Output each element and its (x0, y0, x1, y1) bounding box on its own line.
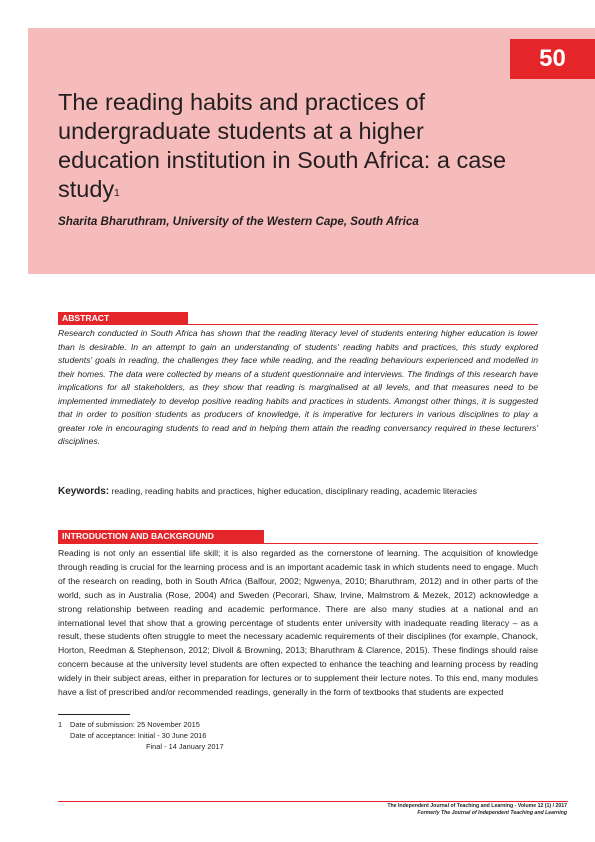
abstract-text: Research conducted in South Africa has shown that the reading literacy level of students entering higher education is lower than is desirable. In an attempt to gain an understanding of students' reading habits and practices, this study explored students' goals in reading, the challenges they face while reading, and the reading behaviours experienced and modelled in their homes. The data were collected by means of a student questionnaire and interviews. The findings of this research have implications for all stakeholders, as they show that reading is marginalised at all levels, and that measures need to be implemented immediately to develop positive reading habits and practices in students. Amongst other things, it is suggested that in order to position students as producers of knowledge, it is imperative for lecturers in various disciplines to play a greater role in encouraging students to read and in helping them attain the reading conversancy required in these lecturers' disciplines. (58, 328, 538, 447)
footer-rule (58, 801, 568, 802)
keywords-label: Keywords: (58, 486, 110, 497)
footnote-rule (58, 714, 130, 715)
intro-text: Reading is not only an essential life skill; it is also regarded as the cornerstone of learning. The acquisition of knowledge through reading is crucial for the learning process and is an important academic task in which students need to engage. Much of the research on reading, both in South Africa (Balfour, 2002; Ngwenya, 2010; Bharuthram, 2012) and in other parts of the world, such as in Australia (Rose, 2004) and Sweden (Pecorari, Shaw, Irvine, Malmstrom & Mezek, 2012) acknowledge a strong relationship between reading and academic performance. There are also many studies at a national and an international level that show that a growing percentage of students enter university with inadequate reading literacy – as a result, these students often struggle to meet the necessary academic requirements of their disciplines (for example, Chanock, Horton, Reedman & Stephenson, 2012; Divoll & Browning, 2013; Bharuthram & Clarence, 2015). These findings should raise concern because at the university level students are often expected to enhance the teaching and learning process by reading widely in their subject areas, either in preparation for lectures or to supplement their lecture notes. To this end, many modules have a list of prescribed and/or recommended readings, generally in the form of textbooks that students are expected (58, 548, 538, 698)
title-text: The reading habits and practices of undergraduate students at a higher education institution in South Africa: a case study (58, 89, 507, 202)
journal-name: The Independent Journal of Teaching and Learning - Volume 12 (1) / 2017 (387, 803, 567, 809)
footnote (58, 719, 224, 752)
journal-former-name: Formerly The Journal of Independent Teaching and Learning (417, 810, 567, 816)
abstract-heading: ABSTRACT (58, 312, 188, 325)
footnote-final: Final - 14 January 2017 (146, 742, 224, 751)
footnote-submission: Date of submission: 25 November 2015 (70, 720, 200, 729)
footnote-number: 1 (58, 720, 63, 729)
title-footnote-mark[interactable]: 1 (114, 188, 120, 199)
footnote-acceptance: Date of acceptance: Initial - 30 June 2016 (70, 731, 207, 740)
intro-heading: INTRODUCTION AND BACKGROUND (58, 530, 264, 543)
journal-footer (387, 803, 567, 817)
keywords (58, 484, 538, 499)
article-title (58, 88, 508, 204)
author-line: Sharita Bharuthram, University of the Western Cape, South Africa (58, 215, 419, 228)
keywords-text: reading, reading habits and practices, higher education, disciplinary reading, academic literacies (111, 486, 477, 496)
abstract-rule (58, 324, 538, 325)
intro-rule (58, 543, 538, 544)
page-number-badge: 50 (510, 39, 595, 79)
